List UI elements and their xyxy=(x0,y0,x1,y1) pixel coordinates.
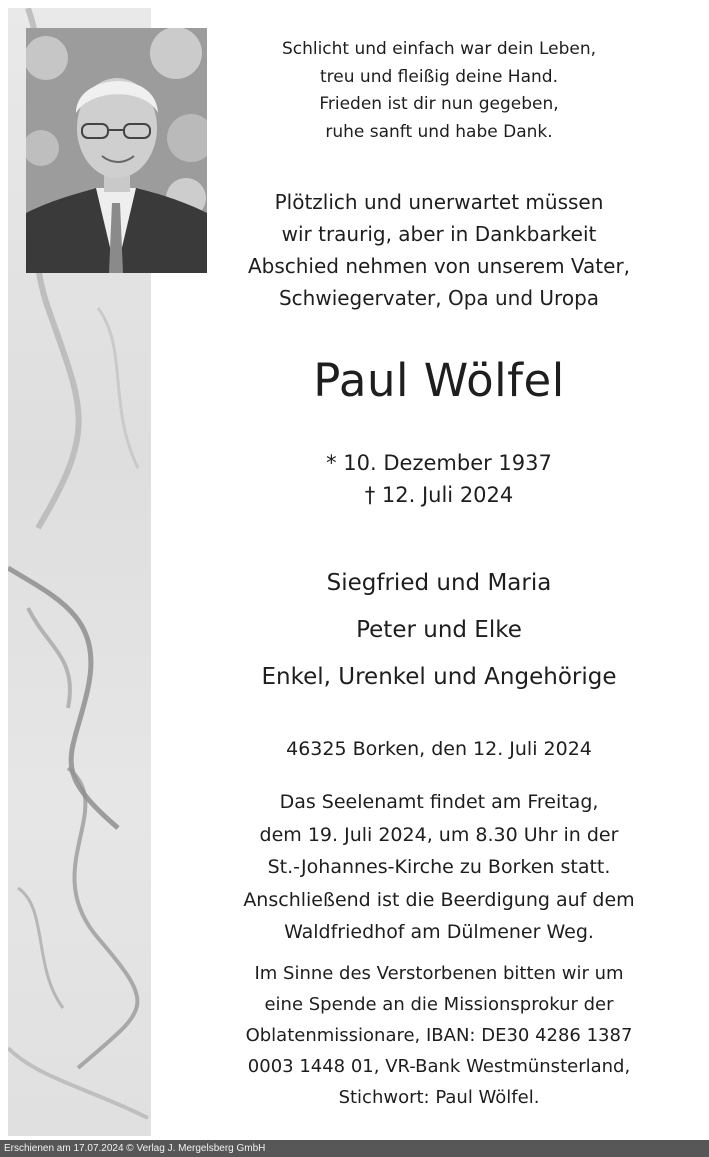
donation-line: Im Sinne des Verstorbenen bitten wir um xyxy=(254,963,624,984)
intro-line: Abschied nehmen von unserem Vater, xyxy=(247,254,631,278)
obituary-notice xyxy=(8,8,701,1136)
donation-line: Oblatenmissionare, IBAN: DE30 4286 1387 xyxy=(245,1025,633,1046)
death-date: † 12. Juli 2024 xyxy=(364,483,514,507)
mourner-line: Siegfried und Maria xyxy=(326,570,552,596)
service-line: Anschließend ist die Beerdigung auf dem xyxy=(243,888,635,911)
publication-footer: Erschienen am 17.07.2024 © Verlag J. Mergelsberg GmbH xyxy=(0,1140,709,1157)
funeral-service-info xyxy=(184,786,694,949)
intro-line: Schwiegervater, Opa und Uropa xyxy=(278,286,600,310)
mourners-list xyxy=(179,560,699,701)
service-line: St.-Johannes-Kirche zu Borken statt. xyxy=(267,856,611,878)
service-line: Waldfriedhof am Dülmener Weg. xyxy=(284,921,594,943)
poem-verse xyxy=(204,36,674,146)
service-line: dem 19. Juli 2024, um 8.30 Uhr in der xyxy=(259,823,619,846)
portrait-photo xyxy=(26,28,207,273)
donation-request xyxy=(184,958,694,1113)
poem-line: treu und fleißig deine Hand. xyxy=(320,66,558,87)
intro-line: wir traurig, aber in Dankbarkeit xyxy=(281,222,597,246)
poem-line: ruhe sanft und habe Dank. xyxy=(325,121,553,142)
place-and-date: 46325 Borken, den 12. Juli 2024 xyxy=(286,738,592,760)
donation-line: 0003 1448 01, VR-Bank Westmünsterland, xyxy=(247,1056,631,1077)
mourner-line: Peter und Elke xyxy=(356,617,522,643)
poem-line: Frieden ist dir nun gegeben, xyxy=(319,94,559,114)
deceased-name: Paul Wölfel xyxy=(313,354,565,407)
birth-date: * 10. Dezember 1937 xyxy=(326,451,552,475)
life-dates xyxy=(204,447,674,511)
mourner-line: Enkel, Urenkel und Angehörige xyxy=(261,664,617,690)
intro-line: Plötzlich und unerwartet müssen xyxy=(274,190,604,214)
poem-line: Schlicht und einfach war dein Leben, xyxy=(281,39,597,59)
donation-line: eine Spende an die Missionsprokur der xyxy=(264,994,614,1015)
service-line: Das Seelenamt findet am Freitag, xyxy=(279,791,599,813)
donation-line: Stichwort: Paul Wölfel. xyxy=(338,1087,540,1108)
announcement-intro xyxy=(204,186,674,314)
